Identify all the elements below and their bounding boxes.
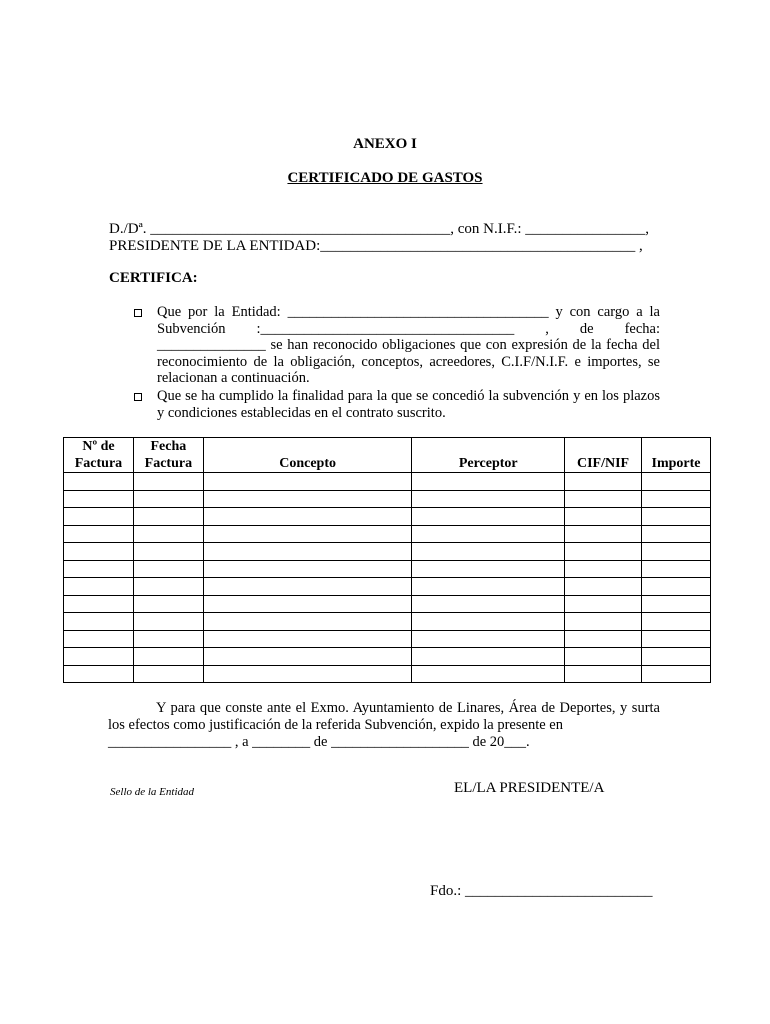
table-cell	[642, 595, 711, 613]
table-cell	[642, 578, 711, 596]
bullet-checkbox-icon	[134, 309, 142, 317]
table-cell	[64, 543, 134, 561]
table-cell	[642, 473, 711, 491]
table-cell	[412, 490, 565, 508]
table-cell	[133, 490, 203, 508]
table-cell	[412, 595, 565, 613]
table-cell	[412, 560, 565, 578]
table-cell	[64, 613, 134, 631]
table-row	[64, 578, 711, 596]
table-cell	[412, 613, 565, 631]
table-cell	[642, 490, 711, 508]
annex-title: ANEXO I	[353, 136, 417, 152]
table-cell	[203, 630, 412, 648]
table-cell	[133, 543, 203, 561]
header-amount: Importe	[642, 438, 711, 473]
table-row	[64, 648, 711, 666]
table-cell	[133, 508, 203, 526]
table-cell	[642, 543, 711, 561]
table-cell	[203, 525, 412, 543]
header-invoice-date: Fecha Factura	[133, 438, 203, 473]
table-cell	[642, 508, 711, 526]
table-cell	[565, 613, 642, 631]
table-cell	[133, 630, 203, 648]
table-cell	[412, 665, 565, 683]
table-row	[64, 508, 711, 526]
table-row	[64, 560, 711, 578]
table-cell	[412, 630, 565, 648]
signature-line: Fdo.: _________________________	[430, 883, 653, 899]
table-cell	[64, 648, 134, 666]
declarant-role-line: PRESIDENTE DE LA ENTIDAD:__________________________________________ ,	[109, 238, 643, 254]
table-cell	[133, 613, 203, 631]
table-cell	[203, 543, 412, 561]
table-cell	[642, 630, 711, 648]
table-cell	[133, 648, 203, 666]
president-signature-label: EL/LA PRESIDENTE/A	[454, 780, 605, 796]
table-cell	[203, 508, 412, 526]
table-cell	[64, 630, 134, 648]
table-cell	[565, 665, 642, 683]
table-cell	[412, 543, 565, 561]
table-cell	[565, 473, 642, 491]
table-row	[64, 595, 711, 613]
table-row	[64, 630, 711, 648]
header-invoice-number: Nº de Factura	[64, 438, 134, 473]
table-cell	[565, 508, 642, 526]
table-cell	[412, 578, 565, 596]
table-cell	[203, 613, 412, 631]
table-header-row	[64, 438, 711, 473]
table-cell	[133, 595, 203, 613]
table-cell	[64, 560, 134, 578]
table-row	[64, 525, 711, 543]
table-cell	[642, 665, 711, 683]
table-cell	[203, 473, 412, 491]
table-cell	[412, 473, 565, 491]
table-cell	[133, 578, 203, 596]
bullet-item-compliance: Que se ha cumplido la finalidad para la que se concedió la subvención y en los plazos y condiciones establecidas en el contrato suscrito.	[157, 388, 660, 421]
table-cell	[203, 648, 412, 666]
table-cell	[133, 560, 203, 578]
table-cell	[64, 508, 134, 526]
table-cell	[565, 560, 642, 578]
table-cell	[565, 525, 642, 543]
table-cell	[203, 578, 412, 596]
table-cell	[565, 578, 642, 596]
document-title: CERTIFICADO DE GASTOS	[287, 170, 483, 186]
header-concept: Concepto	[203, 438, 412, 473]
table-cell	[565, 595, 642, 613]
table-cell	[565, 648, 642, 666]
table-cell	[565, 543, 642, 561]
declarant-name-line: D./Dª. ________________________________________, con N.I.F.: ________________,	[109, 221, 650, 237]
table-row	[64, 543, 711, 561]
table-cell	[64, 665, 134, 683]
bullet-item-obligations: Que por la Entidad: ____________________________________ y con cargo a la Subvención :___________________________________ , de fecha: _______________ se han reconocido obligaciones que con expresión de la fecha del reconocimiento de la obligación, conceptos, acreedores, C.I.F/N.I.F. e importes, se relacionan a continuación.	[157, 304, 660, 387]
certifica-label: CERTIFICA:	[109, 270, 198, 286]
table-cell	[203, 560, 412, 578]
table-cell	[64, 490, 134, 508]
header-tax-id: CIF/NIF	[565, 438, 642, 473]
table-cell	[203, 665, 412, 683]
bullet-checkbox-icon	[134, 393, 142, 401]
table-cell	[133, 525, 203, 543]
table-cell	[64, 525, 134, 543]
table-cell	[203, 490, 412, 508]
closing-date-line: _________________ , a ________ de ___________________ de 20___.	[108, 734, 530, 750]
table-cell	[133, 665, 203, 683]
table-cell	[412, 508, 565, 526]
expenses-table	[63, 437, 711, 683]
entity-stamp-label: Sello de la Entidad	[110, 786, 195, 798]
table-row	[64, 490, 711, 508]
table-cell	[412, 525, 565, 543]
table-cell	[203, 595, 412, 613]
table-cell	[642, 525, 711, 543]
table-cell	[642, 613, 711, 631]
table-cell	[64, 473, 134, 491]
table-row	[64, 613, 711, 631]
table-cell	[565, 490, 642, 508]
table-cell	[133, 473, 203, 491]
table-cell	[565, 630, 642, 648]
table-row	[64, 665, 711, 683]
table-cell	[412, 648, 565, 666]
closing-paragraph: Y para que conste ante el Exmo. Ayuntamiento de Linares, Área de Deportes, y surta los efectos como justificación de la referida Subvención, expido la presente en	[108, 700, 660, 733]
table-cell	[64, 595, 134, 613]
table-cell	[64, 578, 134, 596]
table-cell	[642, 560, 711, 578]
table-row	[64, 473, 711, 491]
header-recipient: Perceptor	[412, 438, 565, 473]
table-cell	[642, 648, 711, 666]
